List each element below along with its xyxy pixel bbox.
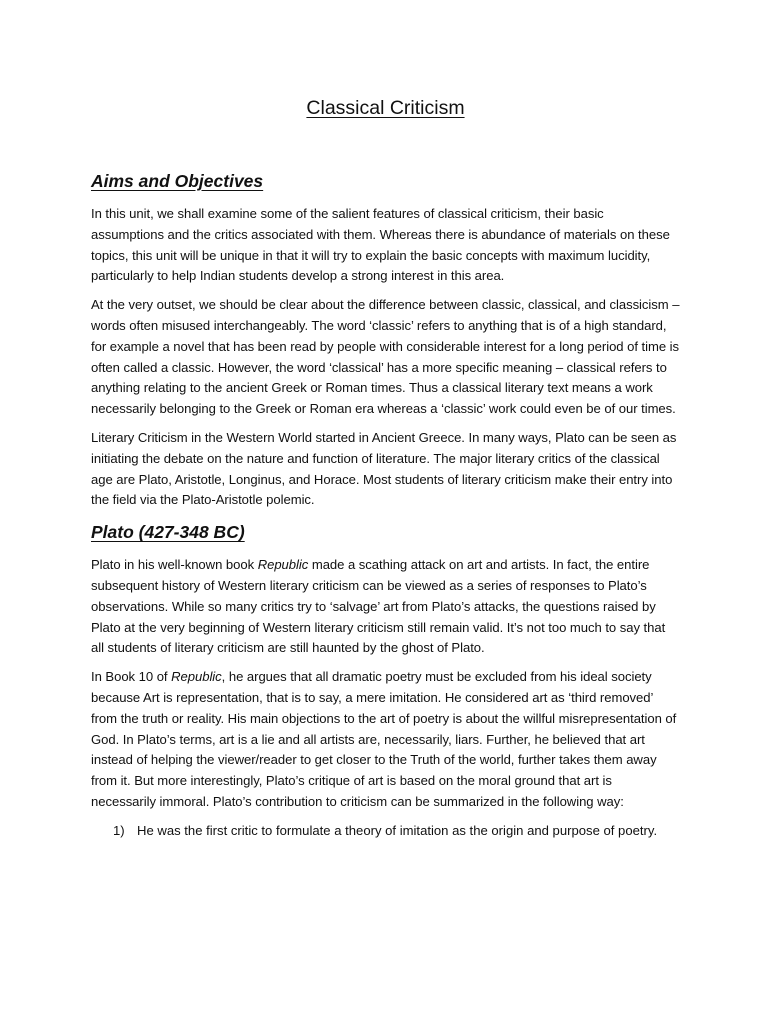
paragraph-aims-1: In this unit, we shall examine some of the salient features of classical criticism, their basic assumptions and the critics associated with them. Whereas there is abundance of materials on these topics, this unit will be unique in that it will try to explain the basic concepts with maximum lucidity, particularly to help Indian students develop a strong interest in this area. — [91, 206, 670, 284]
list-item-marker: 1) — [113, 822, 125, 838]
book-title-republic: Republic — [171, 669, 222, 685]
list-item — [91, 821, 680, 842]
book-title-republic: Republic — [257, 557, 309, 573]
contribution-list — [91, 821, 680, 842]
paragraph-aims-2: At the very outset, we should be clear about the difference between classic, classical, and classicism – words often misused interchangeably. The word ‘classic’ refers to anything that is of a high standard, for example a novel that has been read by people with considerable interest for a long period of time is often called a classic. However, the word ‘classical’ has a more specific meaning – classical refers to anything relating to the ancient Greek or Roman times. Thus a classical literary text means a work necessarily belonging to the Greek or Roman era whereas a ‘classic’ work could even be of our times. — [91, 297, 680, 417]
paragraph-plato-2-text-a: In Book 10 of — [91, 669, 172, 685]
section-aims-and-objectives — [91, 168, 680, 511]
paragraph-aims-3: Literary Criticism in the Western World started in Ancient Greece. In many ways, Plato can be seen as initiating the debate on the nature and function of literature. The major literary critics of the classical age are Plato, Aristotle, Longinus, and Horace. Most students of literary criticism make their entry into the field via the Plato-Aristotle polemic. — [91, 429, 677, 508]
paragraph-plato-1-text-b: made a scathing attack on art and artists. In fact, the entire subsequent history of Western literary criticism can be viewed as a series of responses to Plato’s observations. While so many critics try to ‘salvage’ art from Plato’s attacks, the questions raised by Plato at the very beginning of Western literary criticism still remain valid. It’s not too much to say that all students of literary criticism are still haunted by the ghost of Plato. — [91, 557, 666, 656]
paragraph-plato-1 — [91, 555, 680, 659]
section-heading-aims: Aims and Objectives — [91, 171, 264, 191]
section-heading-plato: Plato (427-348 BC) — [91, 522, 245, 543]
document-title: Classical Criticism — [306, 97, 465, 119]
paragraph-plato-1-text-a: Plato in his well-known book — [91, 557, 258, 573]
section-plato — [91, 519, 680, 841]
paragraph-plato-2 — [91, 667, 680, 813]
list-item-text: He was the first critic to formulate a theory of imitation as the origin and purpose of poetry. — [137, 822, 658, 838]
paragraph-plato-2-text-b: , he argues that all dramatic poetry must be excluded from his ideal society because Art is representation, that is to say, a mere imitation. He considered art as ‘third removed’ from the truth or reality. His main objections to the art of poetry is about the willful misrepresentation of God. In Plato’s terms, art is a lie and all artists are, necessarily, liars. Further, he believed that art instead of helping the viewer/reader to get closer to the Truth of the world, further takes them away from it. But more interestingly, Plato’s critique of art is based on the moral ground that art is necessarily immoral. Plato’s contribution to criticism can be summarized in the following way: — [91, 669, 677, 809]
